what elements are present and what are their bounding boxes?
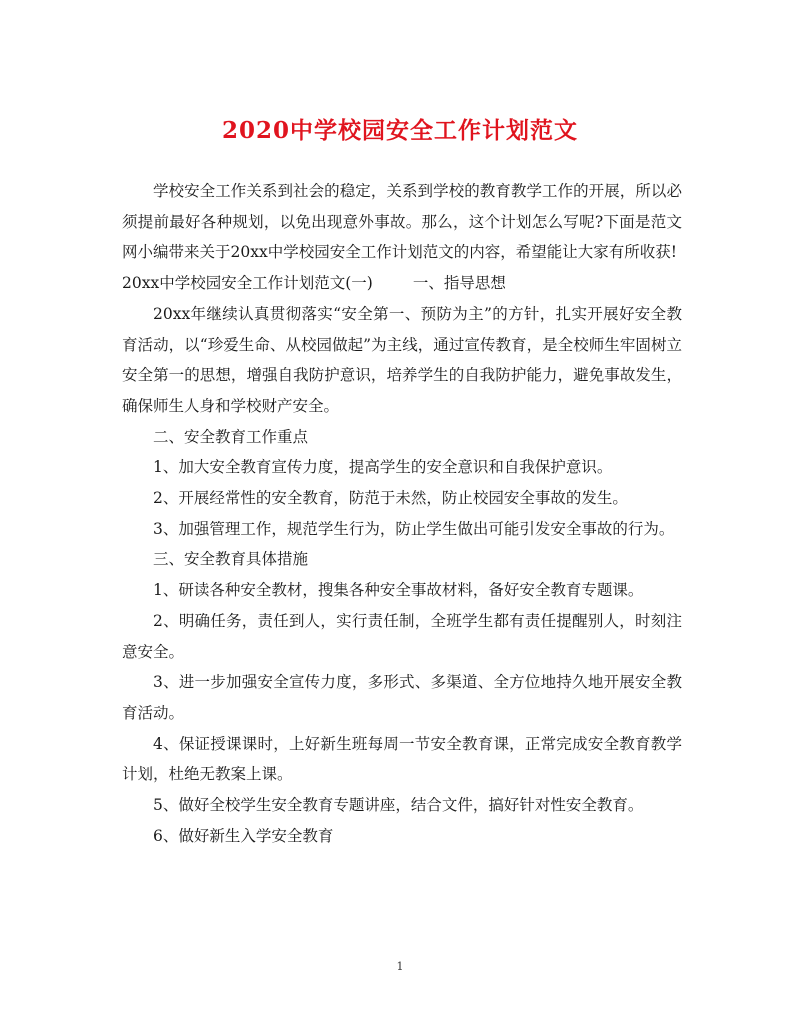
document-title: 2020中学校园安全工作计划范文 (221, 117, 578, 144)
list-item: 1、研读各种安全教材，搜集各种安全事故材料，备好安全教育专题课。 (153, 581, 644, 600)
part3-heading: 三、安全教育具体措施 (153, 550, 309, 569)
list-item: 6、做好新生入学安全教育 (153, 826, 334, 845)
list-item: 5、做好全校学生安全教育专题讲座，结合文件，搞好针对性安全教育。 (153, 796, 644, 815)
section-title: 20xx中学校园安全工作计划范文(一) (122, 274, 373, 293)
section-title-line (122, 268, 682, 299)
list-item: 3、加强管理工作，规范学生行为，防止学生做出可能引发安全事故的行为。 (153, 519, 675, 538)
list-item: 1、加大安全教育宣传力度，提高学生的安全意识和自我保护意识。 (153, 458, 613, 477)
list-item: 2、明确任务，责任到人，实行责任制，全班学生都有责任提醒别人，时刻注意安全。 (122, 611, 682, 661)
list-item: 4、保证授课课时，上好新生班每周一节安全教育课，正常完成安全教育教学计划，杜绝无教案上课。 (122, 734, 682, 784)
part2-heading: 二、安全教育工作重点 (153, 427, 309, 446)
document-body (122, 176, 682, 851)
intro-paragraph: 学校安全工作关系到社会的稳定，关系到学校的教育教学工作的开展，所以必须提前最好各种规划，以免出现意外事故。那么，这个计划怎么写呢?下面是范文网小编带来关于20xx中学校园安全工作计划范文的内容，希望能让大家有所收获! (122, 182, 682, 262)
list-item: 2、开展经常性的安全教育，防范于未然，防止校园安全事故的发生。 (153, 489, 628, 508)
part1-heading: 一、指导思想 (412, 274, 506, 293)
list-item: 3、进一步加强安全宣传力度，多形式、多渠道、全方位地持久地开展安全教育活动。 (122, 673, 682, 722)
page-number: 1 (396, 960, 404, 973)
part1-body: 20xx年继续认真贯彻落实“安全第一、预防为主”的方针，扎实开展好安全教育活动，以“珍爱生命、从校园做起”为主线，通过宣传教育，是全校师生牢固树立安全第一的思想，增强自我防护意识，培养学生的自我防护能力，避免事故发生，确保师生人身和学校财产安全。 (122, 304, 682, 415)
